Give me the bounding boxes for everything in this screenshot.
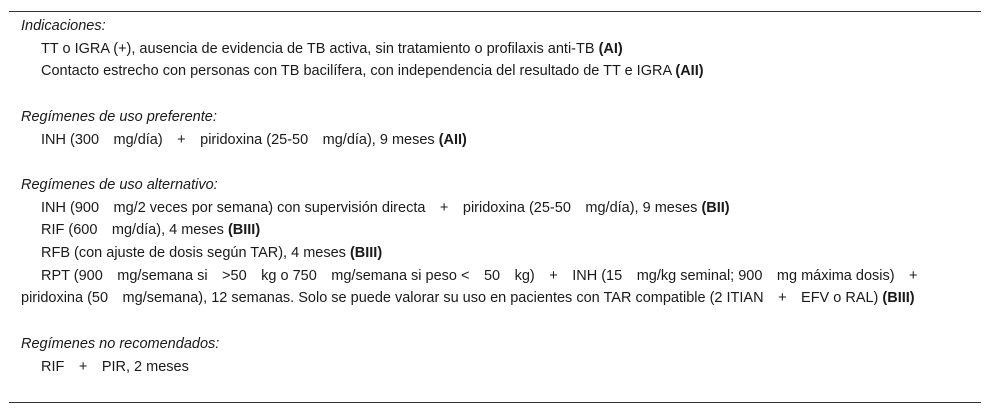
ltbi-treatment-table: [9, 11, 981, 403]
evidence-grade: (AI): [598, 40, 623, 57]
section-title-indications: Indicaciones:: [21, 18, 106, 34]
table-cell: [21, 15, 971, 378]
evidence-grade: (BIII): [227, 222, 261, 239]
item-text: TT o IGRA (+), ausencia de evidencia de TB activa, sin tratamiento o profilaxis anti-TB: [41, 40, 599, 57]
item-text: Contacto estrecho con personas con TB bacilífera, con independencia del resultado de TT e IGRA: [41, 63, 676, 80]
spacer: [21, 310, 971, 333]
section-title-preferred: Regímenes de uso preferente:: [21, 108, 217, 125]
indication-item: [21, 60, 971, 83]
item-text: INH (900 mg/2 veces por semana) con supervisión directa + piridoxina (25-50 mg/día), 9 meses: [41, 199, 702, 216]
regimen-item: [21, 129, 971, 152]
item-text: RIF (600 mg/día), 4 meses: [41, 222, 228, 239]
item-text: RIF + PIR, 2 meses: [41, 358, 189, 375]
regimen-item: [21, 242, 971, 265]
item-text: INH (300 mg/día) + piridoxina (25-50 mg/día), 9 meses: [41, 131, 439, 148]
item-text: RFB (con ajuste de dosis según TAR), 4 meses: [41, 245, 350, 261]
section-title-alternative: Regímenes de uso alternativo:: [21, 176, 218, 193]
section-title-not-recommended: Regímenes no recomendados:: [21, 335, 220, 352]
regimen-item: [21, 265, 971, 310]
indication-item: [21, 38, 971, 61]
evidence-grade: (AII): [675, 63, 704, 80]
item-text: RPT (900 mg/semana si >50 kg o 750 mg/semana si peso < 50 kg) + INH (15 mg/kg seminal; 900 mg máxima dosis) + piridoxina (50 mg/semana), 12 semanas. Solo se puede valorar su uso en pacientes con TAR compatible (2 ITIAN + EFV o RAL): [21, 267, 933, 307]
evidence-grade: (AII): [438, 131, 467, 148]
regimen-item: [21, 356, 971, 379]
regimen-item: [21, 197, 971, 220]
evidence-grade: (BIII): [349, 245, 383, 261]
evidence-grade: (BIII): [882, 290, 915, 307]
regimen-item: [21, 219, 971, 242]
spacer: [21, 83, 971, 106]
spacer: [21, 151, 971, 174]
evidence-grade: (BII): [701, 199, 730, 216]
